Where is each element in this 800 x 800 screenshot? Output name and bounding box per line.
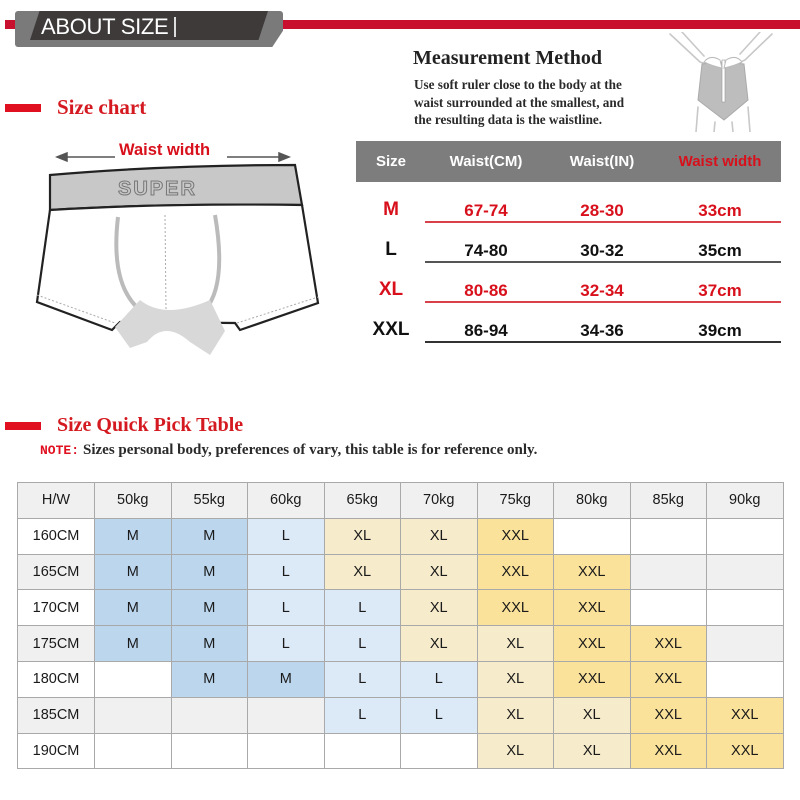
size-table-header-size: Size	[375, 153, 406, 170]
table-row	[18, 661, 784, 697]
size-table-cell-waist-width: 39cm	[698, 321, 742, 340]
size-cell: M	[171, 554, 248, 590]
size-cell	[630, 554, 707, 590]
table-row	[18, 518, 784, 554]
weight-header: 90kg	[707, 483, 784, 519]
height-header: 185CM	[18, 697, 95, 733]
size-cell	[707, 554, 784, 590]
size-cell: XL	[477, 697, 554, 733]
size-cell	[95, 733, 172, 769]
size-cell: XL	[324, 518, 401, 554]
size-cell: L	[324, 626, 401, 662]
size-cell: L	[324, 697, 401, 733]
size-cell: L	[248, 554, 325, 590]
size-cell: L	[324, 661, 401, 697]
weight-header: 55kg	[171, 483, 248, 519]
weight-header: 50kg	[95, 483, 172, 519]
size-cell: L	[248, 590, 325, 626]
table-row	[18, 697, 784, 733]
size-cell: XXL	[707, 733, 784, 769]
size-cell: XXL	[630, 626, 707, 662]
banner-title-text: ABOUT SIZE	[41, 14, 169, 39]
size-cell: XL	[324, 554, 401, 590]
height-header: 180CM	[18, 661, 95, 697]
underwear-illustration	[15, 135, 335, 355]
size-cell: XXL	[477, 554, 554, 590]
size-table-cell-waist-cm: 67-74	[464, 201, 508, 220]
size-cell: M	[248, 661, 325, 697]
size-table-cell-waist-width: 35cm	[698, 241, 742, 260]
size-chart-heading	[5, 95, 146, 120]
size-table-header-waist-width: Waist width	[678, 153, 762, 170]
size-cell: XXL	[630, 661, 707, 697]
size-cell: L	[401, 661, 478, 697]
size-cell: L	[401, 697, 478, 733]
size-cell	[248, 733, 325, 769]
size-cell: M	[171, 590, 248, 626]
size-cell	[707, 590, 784, 626]
size-cell	[630, 590, 707, 626]
row-divider	[425, 301, 781, 303]
size-table-cell-size: M	[383, 199, 399, 220]
size-cell: M	[171, 661, 248, 697]
section-marker	[5, 422, 41, 430]
size-table-cell-waist-in: 28-30	[580, 201, 624, 220]
table-row	[18, 590, 784, 626]
size-table-header-waist-in: Waist(IN)	[569, 153, 635, 170]
size-cell: L	[324, 590, 401, 626]
size-table-cell-waist-width: 37cm	[698, 281, 742, 300]
size-cell: XXL	[554, 590, 631, 626]
size-table-cell-waist-in: 32-34	[580, 281, 624, 300]
size-table-cell-size: L	[385, 239, 397, 260]
size-cell: XXL	[630, 733, 707, 769]
size-cell	[554, 518, 631, 554]
size-table-cell-waist-in: 34-36	[580, 321, 624, 340]
height-header: 170CM	[18, 590, 95, 626]
size-cell	[707, 661, 784, 697]
size-cell: XXL	[630, 697, 707, 733]
height-header: 190CM	[18, 733, 95, 769]
size-cell	[95, 697, 172, 733]
size-cell	[401, 733, 478, 769]
size-cell	[171, 697, 248, 733]
mm-line: waist surrounded at the smallest, and	[414, 94, 625, 110]
size-cell	[171, 733, 248, 769]
size-cell: XL	[477, 661, 554, 697]
size-cell	[95, 661, 172, 697]
quick-pick-heading	[5, 414, 243, 437]
quick-pick-table	[17, 482, 784, 769]
mm-line: Use soft ruler close to the body at the	[414, 77, 622, 92]
weight-header: 65kg	[324, 483, 401, 519]
size-cell: XXL	[477, 590, 554, 626]
size-cell: XXL	[477, 518, 554, 554]
size-cell: XL	[554, 733, 631, 769]
size-cell: M	[171, 626, 248, 662]
size-table-header-waist-cm: Waist(CM)	[449, 153, 523, 170]
table-row	[18, 733, 784, 769]
size-table-cell-waist-cm: 86-94	[464, 321, 508, 340]
size-chart-label: Size chart	[57, 95, 147, 119]
row-divider	[425, 341, 781, 343]
brand-text: SUPER	[118, 178, 197, 200]
table-row	[18, 554, 784, 590]
weight-header: 80kg	[554, 483, 631, 519]
size-cell: L	[248, 626, 325, 662]
weight-header: 70kg	[401, 483, 478, 519]
size-cell: XL	[477, 626, 554, 662]
size-cell: XL	[477, 733, 554, 769]
weight-header: 75kg	[477, 483, 554, 519]
size-cell	[707, 518, 784, 554]
measurement-method-text	[414, 76, 694, 129]
size-cell	[707, 626, 784, 662]
size-cell: M	[95, 590, 172, 626]
mm-line: the resulting data is the waistline.	[414, 112, 603, 127]
size-cell: XL	[554, 697, 631, 733]
size-cell: M	[95, 518, 172, 554]
weight-header: 85kg	[630, 483, 707, 519]
size-cell: XXL	[554, 626, 631, 662]
weight-header: 60kg	[248, 483, 325, 519]
banner-divider	[174, 17, 176, 37]
row-divider	[425, 221, 781, 223]
quick-pick-header-row	[18, 483, 784, 519]
note-text: Sizes personal body, preferences of vary, this table is for reference only.	[83, 442, 538, 458]
size-table-cell-waist-width: 33cm	[698, 201, 742, 220]
note	[40, 441, 537, 459]
measurement-method-title: Measurement Method	[413, 47, 603, 69]
size-cell: XXL	[554, 661, 631, 697]
size-table-cell-size: XXL	[372, 319, 410, 340]
table-row	[18, 626, 784, 662]
size-cell	[248, 697, 325, 733]
height-header: 175CM	[18, 626, 95, 662]
size-cell: M	[171, 518, 248, 554]
measuring-waist-illustration	[660, 32, 785, 132]
size-table-cell-waist-cm: 74-80	[464, 241, 508, 260]
size-cell: XXL	[707, 697, 784, 733]
size-cell: XL	[401, 590, 478, 626]
size-cell: XL	[401, 554, 478, 590]
quick-pick-label: Size Quick Pick Table	[57, 414, 244, 436]
size-cell	[324, 733, 401, 769]
height-header: 165CM	[18, 554, 95, 590]
size-cell: L	[248, 518, 325, 554]
note-label: NOTE:	[40, 443, 80, 458]
size-cell: M	[95, 626, 172, 662]
size-cell: XXL	[554, 554, 631, 590]
section-marker	[5, 104, 41, 112]
waist-width-label: Waist width	[119, 141, 211, 159]
size-cell: M	[95, 554, 172, 590]
size-table-cell-waist-in: 30-32	[580, 241, 624, 260]
row-divider	[425, 261, 781, 263]
size-cell: XL	[401, 626, 478, 662]
size-cell	[630, 518, 707, 554]
corner-cell: H/W	[18, 483, 95, 519]
size-table-cell-size: XL	[378, 279, 404, 300]
size-cell: XL	[401, 518, 478, 554]
size-table-cell-waist-cm: 80-86	[464, 281, 508, 300]
height-header: 160CM	[18, 518, 95, 554]
banner-title	[41, 14, 176, 40]
